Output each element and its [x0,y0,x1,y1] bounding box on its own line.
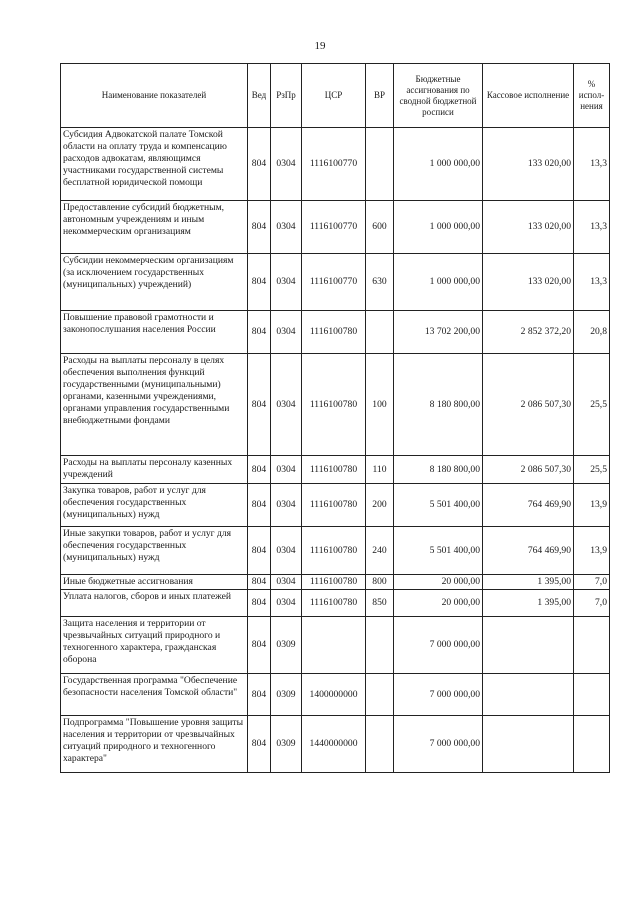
row-ved: 804 [248,456,271,484]
row-budget: 5 501 400,00 [394,484,483,527]
header-name: Наименование показателей [61,64,248,128]
row-cash: 764 469,90 [483,527,574,575]
row-vr: 100 [366,354,394,456]
table-row [61,575,610,590]
table-row [61,617,610,674]
row-rzpr: 0304 [271,575,302,590]
row-pct: 7,0 [574,590,610,617]
row-name: Субсидия Адвокатской палате Томской области на оплату труда и компенсацию расходов адвокатам, являющимся участниками государственной системы бесплатной юридической помощи [61,128,248,201]
header-rzpr: РзПр [271,64,302,128]
row-rzpr: 0309 [271,617,302,674]
row-rzpr: 0304 [271,201,302,254]
row-ved: 804 [248,527,271,575]
row-vr [366,617,394,674]
row-cash: 1 395,00 [483,575,574,590]
row-cash: 2 852 372,20 [483,311,574,354]
row-budget: 20 000,00 [394,575,483,590]
row-budget: 5 501 400,00 [394,527,483,575]
row-rzpr: 0304 [271,311,302,354]
header-vr: ВР [366,64,394,128]
row-budget: 1 000 000,00 [394,201,483,254]
row-ved: 804 [248,716,271,773]
row-csr: 1116100780 [302,484,366,527]
row-pct [574,716,610,773]
row-name: Повышение правовой грамотности и законопослушания населения России [61,311,248,354]
row-rzpr: 0304 [271,484,302,527]
row-name: Иные бюджетные ассигнования [61,575,248,590]
row-pct: 25,5 [574,354,610,456]
row-name: Расходы на выплаты персоналу в целях обеспечения выполнения функций государственными (муниципальными) органами, казенными учреждениями, органами управления государственными внебюджетными фондами [61,354,248,456]
row-vr [366,716,394,773]
row-ved: 804 [248,254,271,311]
table-row [61,590,610,617]
row-csr: 1440000000 [302,716,366,773]
table-body [61,128,610,773]
row-csr: 1116100780 [302,354,366,456]
row-cash: 133 020,00 [483,254,574,311]
row-vr [366,311,394,354]
header-pct: % испол-нения [574,64,610,128]
row-rzpr: 0304 [271,128,302,201]
row-csr [302,617,366,674]
row-csr: 1116100770 [302,201,366,254]
row-rzpr: 0304 [271,456,302,484]
row-csr: 1116100780 [302,311,366,354]
row-ved: 804 [248,128,271,201]
row-cash: 764 469,90 [483,484,574,527]
row-rzpr: 0304 [271,354,302,456]
row-vr: 200 [366,484,394,527]
row-cash: 133 020,00 [483,201,574,254]
row-name: Иные закупки товаров, работ и услуг для обеспечения государственных (муниципальных) нужд [61,527,248,575]
row-rzpr: 0304 [271,527,302,575]
row-name: Уплата налогов, сборов и иных платежей [61,590,248,617]
table-row [61,254,610,311]
table-row [61,311,610,354]
row-cash [483,716,574,773]
row-budget: 8 180 800,00 [394,456,483,484]
row-rzpr: 0304 [271,254,302,311]
row-cash: 2 086 507,30 [483,354,574,456]
header-budget: Бюджетные ассигнования по сводной бюджетной росписи [394,64,483,128]
row-budget: 1 000 000,00 [394,128,483,201]
row-cash [483,674,574,716]
row-ved: 804 [248,354,271,456]
row-vr [366,674,394,716]
row-pct: 7,0 [574,575,610,590]
row-cash: 133 020,00 [483,128,574,201]
row-budget: 7 000 000,00 [394,674,483,716]
table-header [61,64,610,128]
row-name: Закупка товаров, работ и услуг для обеспечения государственных (муниципальных) нужд [61,484,248,527]
table-row [61,716,610,773]
table-row [61,354,610,456]
row-budget: 20 000,00 [394,590,483,617]
table-row [61,456,610,484]
row-csr: 1116100780 [302,575,366,590]
row-vr: 110 [366,456,394,484]
row-ved: 804 [248,590,271,617]
header-ved: Вед [248,64,271,128]
row-vr: 850 [366,590,394,617]
row-pct: 13,9 [574,484,610,527]
header-cash: Кассовое исполнение [483,64,574,128]
row-rzpr: 0309 [271,674,302,716]
row-budget: 13 702 200,00 [394,311,483,354]
row-budget: 8 180 800,00 [394,354,483,456]
row-ved: 804 [248,201,271,254]
row-name: Расходы на выплаты персоналу казенных учреждений [61,456,248,484]
header-row [61,64,610,128]
row-name: Субсидии некоммерческим организациям (за исключением государственных (муниципальных) учреждений) [61,254,248,311]
row-pct [574,617,610,674]
row-name: Государственная программа "Обеспечение безопасности населения Томской области" [61,674,248,716]
row-pct [574,674,610,716]
row-vr: 800 [366,575,394,590]
row-pct: 13,3 [574,201,610,254]
row-pct: 13,9 [574,527,610,575]
row-rzpr: 0304 [271,590,302,617]
table-row [61,527,610,575]
page-number: 19 [314,40,326,52]
row-vr: 600 [366,201,394,254]
row-budget: 7 000 000,00 [394,617,483,674]
header-csr: ЦСР [302,64,366,128]
row-csr: 1116100780 [302,527,366,575]
budget-execution-table [60,63,610,773]
row-csr: 1116100770 [302,128,366,201]
table-row [61,128,610,201]
row-rzpr: 0309 [271,716,302,773]
row-name: Подпрограмма "Повышение уровня защиты населения и территории от чрезвычайных ситуаций природного и техногенного характера" [61,716,248,773]
table-row [61,201,610,254]
row-name: Предоставление субсидий бюджетным, автономным учреждениям и иным некоммерческим организациям [61,201,248,254]
row-csr: 1116100780 [302,590,366,617]
row-ved: 804 [248,484,271,527]
row-csr: 1400000000 [302,674,366,716]
row-ved: 804 [248,617,271,674]
row-csr: 1116100770 [302,254,366,311]
row-pct: 25,5 [574,456,610,484]
row-budget: 1 000 000,00 [394,254,483,311]
row-name: Защита населения и территории от чрезвычайных ситуаций природного и техногенного характера, гражданская оборона [61,617,248,674]
row-ved: 804 [248,575,271,590]
row-pct: 20,8 [574,311,610,354]
row-csr: 1116100780 [302,456,366,484]
row-cash: 2 086 507,30 [483,456,574,484]
table-row [61,674,610,716]
row-ved: 804 [248,674,271,716]
row-ved: 804 [248,311,271,354]
row-pct: 13,3 [574,128,610,201]
row-cash [483,617,574,674]
row-budget: 7 000 000,00 [394,716,483,773]
row-vr [366,128,394,201]
row-vr: 630 [366,254,394,311]
table-row [61,484,610,527]
row-vr: 240 [366,527,394,575]
row-pct: 13,3 [574,254,610,311]
row-cash: 1 395,00 [483,590,574,617]
